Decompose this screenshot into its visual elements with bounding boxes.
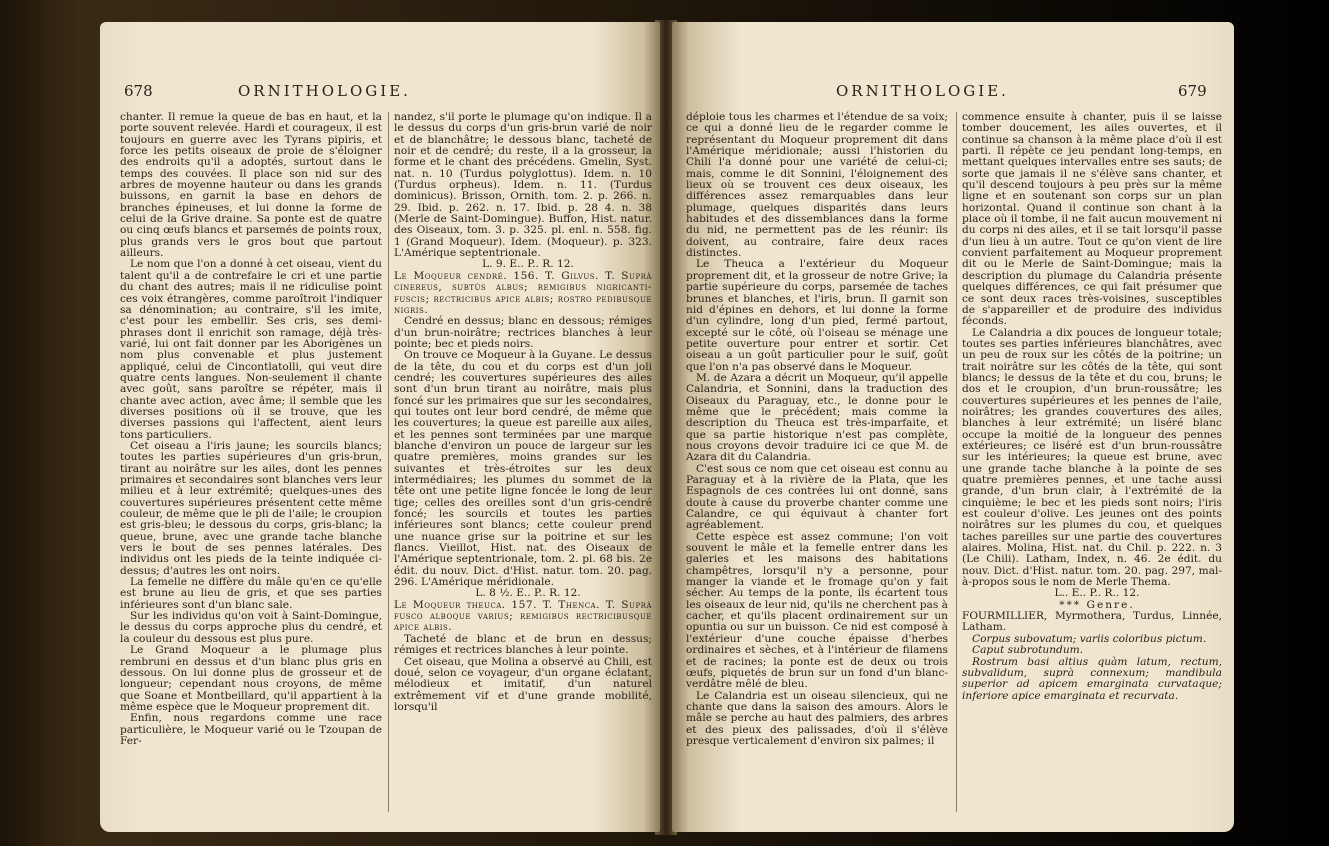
genus-name: FOURMILLIER, Myrmothera, Turdus, Linnée, Latham. bbox=[962, 610, 1222, 634]
left-running-title: ORNITHOLOGIE. bbox=[238, 82, 411, 100]
paragraph: La femelle ne diffère du mâle qu'en ce qu'elle est brune au lieu de gris, et que ses parties inférieures sont d'un blanc sale. bbox=[120, 576, 382, 611]
genus-description: Rostrum basi altius quàm latum, rectum, subvalidum, suprà connexum; mandibula superior ad apicem emarginata curvataque; inferiore apice emarginata et recurvata. bbox=[962, 655, 1222, 702]
paragraph: Cet oiseau, que Molina a observé au Chili, est doué, selon ce voyageur, d'un organe éclatant, mélodieux et imitatif, d'un naturel extrêmement vif et d'une grande mobilité, lorsqu'il bbox=[394, 655, 652, 713]
right-column-1 bbox=[686, 112, 948, 747]
measurement-line: L. 9. E.. P.. R. 12. bbox=[482, 258, 574, 271]
right-running-head bbox=[672, 82, 1234, 102]
right-running-title: ORNITHOLOGIE. bbox=[836, 82, 1009, 100]
paragraph: Cette espèce est assez commune; l'on voit souvent le mâle et la femelle entrer dans les galeries et les maisons des habitations champêtres, lorsqu'il n'y a personne, pour manger la viande et le fromage qu'on y fait sécher. Au temps de la ponte, ils écartent tous les oiseaux de leur nid, qu'ils ne cherchent pas à cacher, et qu'ils placent ordinairement sur un opuntia ou sur un buisson. Ce nid est composé à l'extérieur d'une couche épaisse d'herbes ordinaires et sèches, et à l'intérieur de filamens et de racines; la ponte est de deux ou trois œufs, piquetés de brun sur un fond d'un blanc-verdâtre mêlé de bleu. bbox=[686, 530, 948, 691]
paragraph: M. de Azara a décrit un Moqueur, qu'il appelle Calandria, et Sonnini, dans la traduction des Oiseaux du Paraguay, etc., le donne pour le même que le précédent; mais comme la description du Theuca est très-imparfaite, et que sa partie historique n'est pas complète, nous croyons devoir traduire ici ce que M. de Azara dit du Calandria. bbox=[686, 371, 948, 464]
paragraph: Le Grand Moqueur a le plumage plus rembruni en dessus et d'un blanc plus gris en dessous. On lui donne plus de grosseur et de longueur; cependant nous croyons, de même que Soane et Montbeillard, qu'il appartient à la même espèce que le Moqueur proprement dit. bbox=[120, 644, 382, 713]
left-running-head bbox=[100, 82, 660, 102]
paragraph: Tacheté de blanc et de brun en dessus; rémiges et rectrices blanches à leur pointe. bbox=[394, 632, 652, 657]
paragraph: Sur les individus qu'on voit à Saint-Domingue, le dessus du corps approche plus du cendré, et la couleur du dessous est plus pure. bbox=[120, 610, 382, 645]
measurement-line: L. 8 ½. E.. P.. R. 12. bbox=[475, 587, 581, 600]
measurement-line: L.. E.. P.. R.. 12. bbox=[1054, 587, 1140, 600]
right-column-2 bbox=[962, 112, 1222, 702]
paragraph: Le Calandria a dix pouces de longueur totale; toutes ses parties inférieures blanchâtres, avec un peu de roux sur les côtés de la poitrine; un trait noirâtre sur les côtés de la tête, qui sont blancs; le dessus de la tête et du cou, bruns; le dos et le croupion, d'un brun-roussâtre; les couvertures supérieures et les pennes de l'aile, noirâtres; les grandes couvertures des ailes, blanches à leur extrémité; un liséré blanc occupe la moitié de la longueur des pennes extérieures; ce liséré est d'un brun-roussâtre sur les intérieures; la queue est brune, avec une grande tache blanche à la pointe de ses quatre premières pennes, et une tache aussi grande, d'un brun clair, à l'extrémité de la cinquième; le bec et les pieds sont noirs; l'iris est couleur d'olive. Les jeunes ont des points noirâtres sur les plumes du cou, et quelques taches pareilles sur une partie des couvertures alaires. Molina, Hist. nat. du Chil. p. 222. n. 3 (Le Chili). Latham, Index, n. 46. 2e édit. du nouv. Dict. d'Hist. natur. tom. 20. pag. 297, mal-à-propos sous le nom de Merle Thema. bbox=[962, 326, 1222, 589]
paragraph: Cendré en dessus; blanc en dessous; rémiges d'un brun-noirâtre; rectrices blanches à leur pointe; bec et pieds noirs. bbox=[394, 315, 652, 350]
genus-heading: *** Genre. bbox=[1059, 598, 1135, 611]
species-heading: Le Moqueur cendré. 156. T. Gilvus. T. Suprà cinereus, subtùs albus; remigibus nigricanti-fuscis; rectricibus apice albis; rostro pedibusque nigris. bbox=[394, 269, 652, 316]
paragraph: Cet oiseau a l'iris jaune; les sourcils blancs; toutes les parties supérieures d'un gris-brun, tirant au noirâtre sur les ailes, dont les pennes primaires et secondaires sont blanches vers leur milieu et à leur extrémité; quelques-unes des couvertures supérieures présentent cette même couleur, de même que le pli de l'aile; le croupion est gris-bleu; le dessous du corps, gris-blanc; la queue, brune, avec une grande tache blanche vers le bout de ses pennes latérales. Des individus ont les pieds de la teinte indiquée ci-dessus; d'autres les ont noirs. bbox=[120, 439, 382, 577]
right-page-number: 679 bbox=[1178, 82, 1207, 100]
right-page bbox=[672, 22, 1234, 832]
paragraph: commence ensuite à chanter, puis il se laisse tomber doucement, les ailes ouvertes, et il continue sa chanson à la même place d'où il est parti. Il répète ce jeu pendant long-temps, en mettant quelques intervalles entre ses sauts; de sorte que jamais il ne s'élève sans chanter, et qu'il descend toujours à peu près sur la même ligne et en soutenant son corps sur un plan horizontal. Quand il continue son chant à la place où il tombe, il ne fait aucun mouvement ni du corps ni des ailes, et il se tait lorsqu'il passe d'un lieu à un autre. Tout ce qu'on vient de lire convient parfaitement au Moqueur proprement dit ou le Merle de Saint-Domingue; mais la description du plumage du Calandria présente quelques différences, ce qui fait présumer que ce sont deux races très-voisines, susceptibles de s'appareiller et de produire des individus féconds. bbox=[962, 111, 1222, 328]
left-column-1 bbox=[120, 112, 382, 747]
paragraph: déploie tous les charmes et l'étendue de sa voix; ce qui a donné lieu de le regarder comme le représentant du Moqueur proprement dit dans l'Amérique méridionale; aussi l'historien du Chili l'a donné pour une variété de celui-ci; mais, comme le dit Sonnini, l'éloignement des lieux où se trouvent ces deux oiseaux, les différences assez remarquables dans leur plumage, quelques disparités dans leurs habitudes et des dissemblances dans la forme du nid, ne permettent pas de les réunir: ils doivent, au contraire, faire deux races distinctes. bbox=[686, 111, 948, 260]
genus-description: Corpus subovatum; variis coloribus pictum. bbox=[972, 632, 1207, 645]
paragraph: Le Theuca a l'extérieur du Moqueur proprement dit, et la grosseur de notre Grive; la partie supérieure du corps, parsemée de taches brunes et blanches, et l'iris, brun. Il garnit son nid d'épines en dehors, et lui donne la forme d'un cylindre, long d'un pied, fermé partout, excepté sur le côté, où l'oiseau se ménage une petite ouverture pour entrer et sortir. Cet oiseau a un goût particulier pour le suif, goût que l'on n'a pas observé dans le Moqueur. bbox=[686, 258, 948, 373]
left-page bbox=[100, 22, 660, 832]
paragraph: C'est sous ce nom que cet oiseau est connu au Paraguay et à la rivière de la Plata, que les Espagnols de ces contrées lui ont donné, sans doute à cause du proverbe chanter comme une Calandre, ce qui équivaut à chanter fort agréablement. bbox=[686, 462, 948, 532]
paragraph: On trouve ce Moqueur à la Guyane. Le dessus de la tête, du cou et du corps est d'un joli cendré; les couvertures supérieures des ailes sont d'un brun tirant au noirâtre, mais plus foncé sur les primaires que sur les secondaires, qui toutes ont leur bord cendré, de même que les couvertures; la queue est pareille aux ailes, et les pennes sont terminées par une marque blanche d'environ un pouce de largeur sur les quatre premières, moins grandes sur les suivantes et très-étroites sur les deux intermédiaires; les plumes du sommet de la tête ont une petite ligne foncée le long de leur tige; celles des oreilles sont d'un gris-cendré foncé; les sourcils et toutes les parties inférieures sont blancs; cette couleur prend une nuance grise sur la poitrine et sur les flancs. Vieillot, Hist. nat. des Oiseaux de l'Amérique septentrionale, tom. 2. pl. 68 bis. 2e édit. du nouv. Dict. d'Hist. natur. tom. 20. pag. 296. L'Amérique méridionale. bbox=[394, 349, 652, 589]
paragraph: Le nom que l'on a donné à cet oiseau, vient du talent qu'il a de contrefaire le cri et une partie du chant des autres; mais il ne ridiculise point ces voix étrangères, comme paroîtroit l'indiquer sa dénomination; au contraire, s'il les imite, c'est pour les embellir. Ses cris, ses demi-phrases dont il enrichit son ramage, déjà très-varié, lui ont fait donner par les Aborigènes un nom plus convenable et plus justement appliqué, celui de Cincontlatolli, qui veut dire quatre cents langues. Non-seulement il chante avec goût, sans paroître se répéter, mais il chante avec action, avec âme; il semble que les diverses positions où il se trouve, que les diverses passions qui l'affectent, aient leurs tons particuliers. bbox=[120, 258, 382, 441]
left-column-2 bbox=[394, 112, 652, 713]
column-divider bbox=[956, 112, 957, 812]
left-page-number: 678 bbox=[124, 82, 153, 100]
column-divider bbox=[388, 112, 389, 812]
paragraph: chanter. Il remue la queue de bas en haut, et la porte souvent relevée. Hardi et courageux, il est toujours en guerre avec les Tyrans pipiris, et force les petits oiseaux de proie de s'éloigner des endroits qu'il a adoptés, surtout dans le temps des couvées. Il place son nid sur des arbres de moyenne hauteur ou dans les grands buissons, en garnit la base en dehors de branches épineuses, et lui donne la forme de celui de la Grive draine. Sa ponte est de quatre ou cinq œufs blancs et parsemés de points roux, plus grands vers le gros bout que partout ailleurs. bbox=[120, 111, 382, 260]
genus-description: Caput subrotundum. bbox=[972, 644, 1084, 657]
paragraph: Enfin, nous regardons comme une race particulière, le Moqueur varié ou le Tzoupan de Fer- bbox=[120, 712, 382, 747]
paragraph: Le Calandria est un oiseau silencieux, qui ne chante que dans la saison des amours. Alors le mâle se perche au haut des palmiers, des arbres et des pieux des palissades, d'où il s'élève presque verticalement d'environ six palmes; il bbox=[686, 689, 948, 747]
species-heading: Le Moqueur theuca. 157. T. Thenca. T. Suprà fusco alboque varius; remigibus rectricibusque apice albis. bbox=[394, 598, 652, 634]
paragraph: nandez, s'il porte le plumage qu'on indique. Il a le dessus du corps d'un gris-brun varié de noir et de blanchâtre; le dessous blanc, tacheté de noir et de cendré; du reste, il a la grosseur, la forme et le chant des précédens. Gmelin, Syst. nat. n. 10 (Turdus polyglottus). Idem. n. 10 (Turdus orpheus). Idem. n. 11. (Turdus dominicus). Brisson, Ornith. tom. 2. p. 266. n. 29. Ibid. p. 262. n. 17. Ibid. p. 28 4. n. 38 (Merle de Saint-Domingue). Buffon, Hist. natur. des Oiseaux, tom. 3. p. 325. pl. enl. n. 558. fig. 1 (Grand Moqueur). Idem. (Moqueur). p. 323. L'Amérique septentrionale. bbox=[394, 111, 652, 260]
